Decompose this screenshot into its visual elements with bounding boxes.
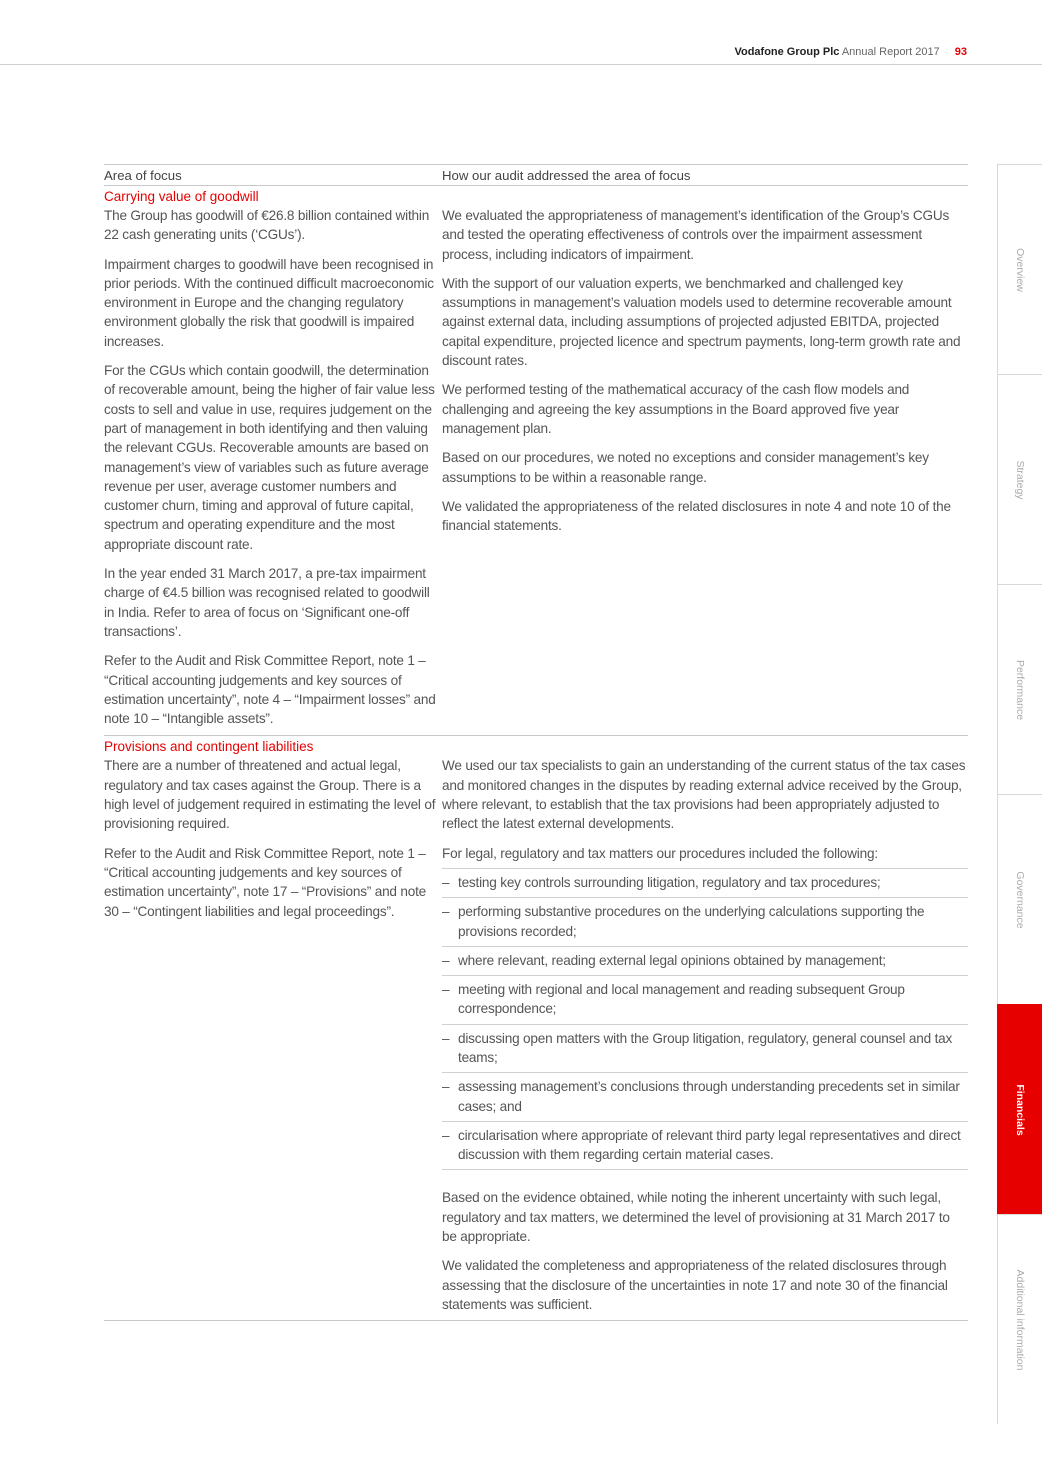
list-dash: – — [442, 1030, 450, 1046]
goodwill-audit-paragraph: With the support of our valuation experts, we benchmarked and challenged key assumptions in management’s valuation models used to determine recoverable amount against external data, including assumptions of projected adjusted EBITDA, projected capital expenditure, projected licence and spectrum payments, long-term growth rate and discount rates. — [442, 275, 961, 369]
list-item — [442, 869, 968, 898]
section-goodwill — [104, 187, 968, 735]
list-item — [442, 898, 968, 947]
tab-strategy[interactable] — [997, 374, 1042, 584]
list-dash: – — [442, 1127, 450, 1143]
list-item-text: assessing management’s conclusions through understanding precedents set in similar cases; and — [458, 1079, 960, 1114]
list-dash: – — [442, 874, 450, 890]
procedures-list — [442, 868, 968, 1171]
goodwill-area-paragraph: For the CGUs which contain goodwill, the determination of recoverable amount, being the higher of fair value less costs to sell and value in use, requires judgement on the part of management in both identifying and then valuing the relevant CGUs. Recoverable amounts are based on management’s view of variables such as future average revenue per user, average customer numbers and customer churn, timing and approval of future capital, spectrum and operating expenditure and the most appropriate discount rate. — [104, 363, 435, 552]
provisions-area-paragraph: Refer to the Audit and Risk Committee Report, note 1 – “Critical accounting judgements and key sources of estimation uncertainty”, note 17 – “Provisions” and note 30 – “Contingent liabilities and legal proceedings”. — [104, 845, 427, 919]
list-item — [442, 1073, 968, 1122]
column-header-audit-response: How our audit addressed the area of focus — [442, 168, 691, 183]
goodwill-audit-column — [442, 206, 968, 735]
goodwill-audit-paragraph: Based on our procedures, we noted no exceptions and consider management’s key assumptions to be within a reasonable range. — [442, 450, 929, 485]
provisions-area-paragraph: There are a number of threatened and actual legal, regulatory and tax cases against the Group. There is a high level of judgement required in estimating the level of provisioning required. — [104, 758, 436, 832]
column-header-area-of-focus: Area of focus — [104, 168, 182, 183]
section-goodwill-body — [104, 206, 968, 735]
section-title-goodwill: Carrying value of goodwill — [104, 189, 259, 204]
list-item — [442, 1122, 968, 1171]
section-provisions — [104, 737, 968, 1320]
tab-label: Additional information — [1014, 1269, 1026, 1370]
tab-label: Governance — [1014, 870, 1026, 929]
tab-additional-information[interactable] — [997, 1214, 1042, 1424]
goodwill-audit-paragraph: We evaluated the appropriateness of management’s identification of the Group’s CGUs and tested the operating effectiveness of controls over the impairment assessment process, including indicators of impairment. — [442, 208, 950, 262]
table-header-rule — [104, 185, 968, 186]
tab-label: Strategy — [1014, 459, 1026, 500]
list-dash: – — [442, 982, 450, 998]
list-item-text: discussing open matters with the Group litigation, regulatory, general counsel and tax teams; — [458, 1030, 953, 1065]
goodwill-area-paragraph: The Group has goodwill of €26.8 billion contained within 22 cash generating units (‘CGUs’). — [104, 208, 430, 243]
tab-performance[interactable] — [997, 584, 1042, 794]
header-company: Vodafone Group Plc — [734, 46, 840, 58]
page-number: 93 — [954, 46, 967, 58]
provisions-audit-paragraph: For legal, regulatory and tax matters our procedures included the following: — [442, 845, 878, 861]
header-divider — [0, 64, 1042, 65]
list-dash: – — [442, 1079, 450, 1095]
provisions-area-column — [104, 756, 442, 1320]
tab-governance[interactable] — [997, 794, 1042, 1004]
list-dash: – — [442, 904, 450, 920]
goodwill-area-paragraph: Impairment charges to goodwill have been recognised in prior periods. With the continued difficult macroeconomic environment in Europe and the changing regulatory environment globally the risk that goodwill is impaired increases. — [104, 256, 434, 349]
tab-label: Overview — [1014, 247, 1026, 292]
provisions-audit-paragraph: We used our tax specialists to gain an understanding of the current status of the tax cases and monitored changes in the disputes by reading external advice received by the Group, where relevant, to establish that the tax provisions had been appropriately adjusted to reflect the latest external developments. — [442, 758, 966, 832]
section-title-provisions: Provisions and contingent liabilities — [104, 739, 314, 755]
list-item-text: meeting with regional and local management and reading subsequent Group correspondence; — [458, 982, 905, 1017]
provisions-audit-paragraph: We validated the completeness and appropriateness of the related disclosures through assessing that the disclosure of the uncertainties in note 17 and note 30 of the financial statements was sufficient. — [442, 1258, 948, 1312]
list-item — [442, 947, 968, 976]
tab-financials[interactable] — [997, 1004, 1042, 1214]
goodwill-audit-paragraph: We validated the appropriateness of the related disclosures in note 4 and note 10 of the financial statements. — [442, 498, 951, 534]
section-divider — [104, 735, 968, 736]
tab-label: Financials — [1014, 1083, 1026, 1136]
provisions-audit-column — [442, 756, 968, 1320]
header-report-title: Annual Report 2017 — [841, 46, 940, 58]
list-item — [442, 1025, 968, 1074]
goodwill-area-paragraph: In the year ended 31 March 2017, a pre-tax impairment charge of €4.5 billion was recognised related to goodwill in India. Refer to area of focus on ‘Significant one-off transactions’. — [104, 566, 430, 639]
goodwill-area-column — [104, 206, 442, 735]
goodwill-area-paragraph: Refer to the Audit and Risk Committee Report, note 1 – “Critical accounting judgements and key sources of estimation uncertainty”, note 4 – “Impairment losses” and note 10 – “Intangible assets”. — [104, 653, 436, 727]
provisions-audit-paragraph: Based on the evidence obtained, while noting the inherent uncertainty with such legal, regulatory and tax matters, we determined the level of provisioning at 31 March 2017 to be appropriate. — [442, 1190, 950, 1245]
goodwill-audit-paragraph: We performed testing of the mathematical accuracy of the cash flow models and challenging and agreeing the key assumptions in the Board approved five year management plan. — [442, 382, 910, 436]
list-item-text: performing substantive procedures on the underlying calculations supporting the provisions recorded; — [458, 904, 925, 939]
table-bottom-rule — [104, 1320, 968, 1321]
table-header-row — [104, 165, 968, 185]
audit-focus-table — [104, 164, 968, 1321]
tab-overview[interactable] — [997, 164, 1042, 374]
section-tabs — [997, 164, 1042, 1424]
section-provisions-body — [104, 756, 968, 1320]
list-item-text: testing key controls surrounding litigation, regulatory and tax procedures; — [458, 874, 881, 890]
list-item-text: where relevant, reading external legal opinions obtained by management; — [458, 952, 886, 968]
list-item — [442, 976, 968, 1025]
list-dash: – — [442, 952, 450, 968]
list-item-text: circularisation where appropriate of relevant third party legal representatives and direct discussion with them regarding certain material cases. — [458, 1127, 961, 1163]
page-header — [734, 46, 967, 58]
tab-label: Performance — [1014, 659, 1026, 720]
